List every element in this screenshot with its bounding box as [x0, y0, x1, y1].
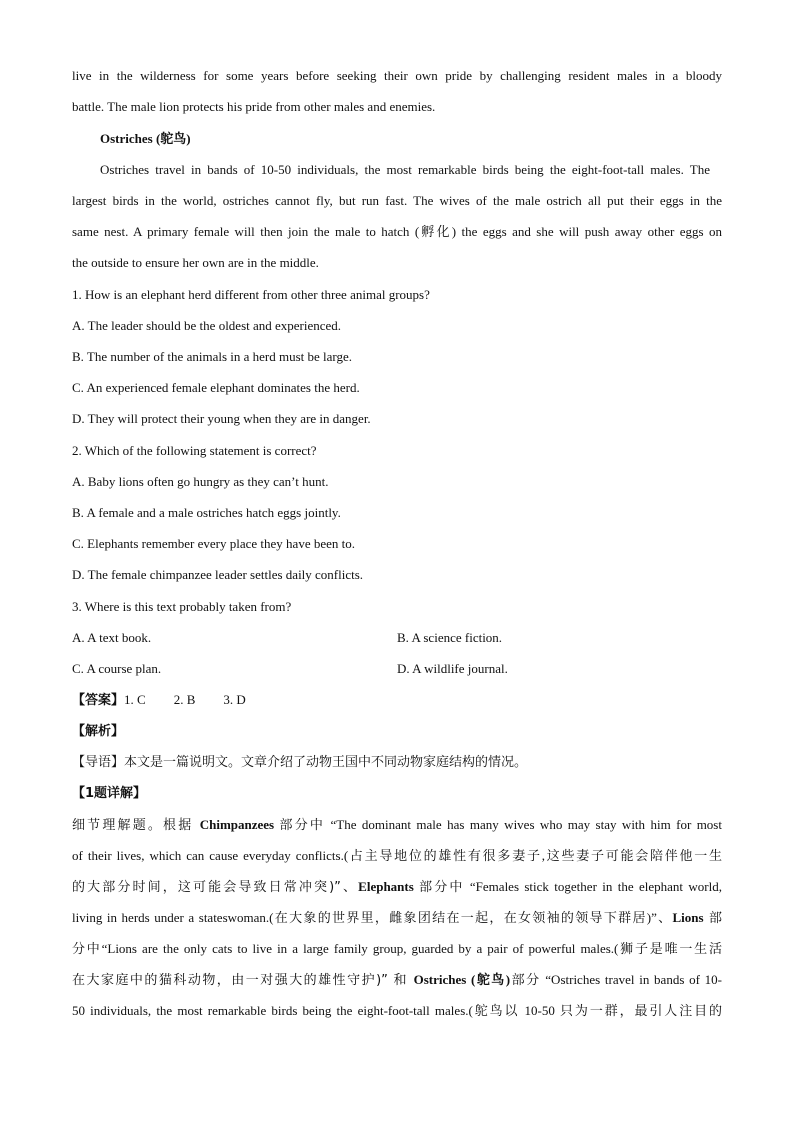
analysis-label: 【解析】 [72, 724, 125, 739]
passage-line: same nest. A primary female will then join the male to hatch (孵化) the eggs and she will push away other eggs on [72, 224, 722, 239]
analysis-line [72, 817, 722, 834]
answer-value: 2. B [173, 692, 196, 707]
question-stem: 1. How is an elephant herd different from other three animal groups? [72, 287, 430, 302]
analysis-line [72, 879, 722, 896]
analysis-text: 细节理解题。根据 [72, 818, 200, 833]
question-option: B. A female and a male ostriches hatch eggs jointly. [72, 505, 341, 520]
question-stem: 2. Which of the following statement is correct? [72, 443, 317, 458]
question-stem: 3. Where is this text probably taken from? [72, 599, 292, 614]
analysis-intro: 【导语】本文是一篇说明文。文章介绍了动物王国中不同动物家庭结构的情况。 [72, 755, 528, 770]
analysis-keyword: Chimpanzees [199, 817, 275, 832]
analysis-text: 的大部分时间，这可能会导致日常冲突)”、 [72, 880, 359, 895]
answer-value: 3. D [223, 692, 246, 707]
analysis-line [72, 910, 722, 927]
question-option: B. A science fiction. [397, 630, 503, 645]
analysis-line [72, 972, 722, 989]
question-option: A. The leader should be the oldest and experienced. [72, 318, 342, 333]
analysis-line: of their lives, which can cause everyday conflicts.(占主导地位的雄性有很多妻子,这些妻子可能会陪伴他一生 [72, 848, 722, 863]
analysis-text: 在大家庭中的猫科动物，由一对强大的雄性守护)” 和 [72, 973, 414, 988]
analysis-keyword: Ostriches (鸵鸟) [413, 972, 511, 987]
question-option: B. The number of the animals in a herd must be large. [72, 349, 353, 364]
analysis-keyword: Lions [672, 910, 704, 925]
analysis-line: 50 individuals, the most remarkable birds being the eight-foot-tall males.(鸵鸟以 10-50 只为一群，最引人注目的 [72, 1003, 722, 1018]
question-option: C. Elephants remember every place they have been to. [72, 536, 355, 551]
answer-label: 【答案】 [72, 693, 125, 708]
answer-line [72, 692, 246, 709]
question-option: C. A course plan. [72, 661, 162, 676]
question-option: C. An experienced female elephant dominates the herd. [72, 380, 360, 395]
question-option: A. Baby lions often go hungry as they can’t hunt. [72, 474, 329, 489]
analysis-question-label: 【1题详解】 [72, 786, 147, 801]
passage-line: battle. The male lion protects his pride from other males and enemies. [72, 99, 436, 114]
passage-line: largest birds in the world, ostriches cannot fly, but run fast. The wives of the male ostrich all put their eggs in the [72, 193, 722, 208]
analysis-keyword: Elephants [358, 879, 414, 894]
question-option: D. The female chimpanzee leader settles daily conflicts. [72, 567, 364, 582]
analysis-text: 部 [703, 911, 722, 926]
question-option: A. A text book. [72, 630, 152, 645]
analysis-text: 部分 “Ostriches travel in bands of 10- [510, 972, 723, 987]
analysis-text: 部分中 “The dominant male has many wives who may stay with him for most [274, 817, 722, 832]
question-option: D. They will protect their young when they are in danger. [72, 411, 371, 426]
passage-line: live in the wilderness for some years before seeking their own pride by challenging resident males in a bloody [72, 68, 722, 83]
passage-line: the outside to ensure her own are in the middle. [72, 255, 319, 270]
analysis-text: 部分中 “Females stick together in the elephant world, [413, 879, 722, 894]
analysis-line: 分中“Lions are the only cats to live in a large family group, guarded by a pair of powerful males.(狮子是唯一生活 [72, 941, 722, 956]
question-option: D. A wildlife journal. [397, 661, 508, 676]
answer-value: 1. C [124, 692, 146, 707]
section-heading-ostriches: Ostriches (鸵鸟) [100, 131, 191, 146]
analysis-text: living in herds under a stateswoman.(在大象的世界里，雌象团结在一起，在女领袖的领导下群居)”、 [72, 910, 673, 925]
passage-line: Ostriches travel in bands of 10-50 individuals, the most remarkable birds being the eight-foot-tall males. The [100, 162, 710, 177]
